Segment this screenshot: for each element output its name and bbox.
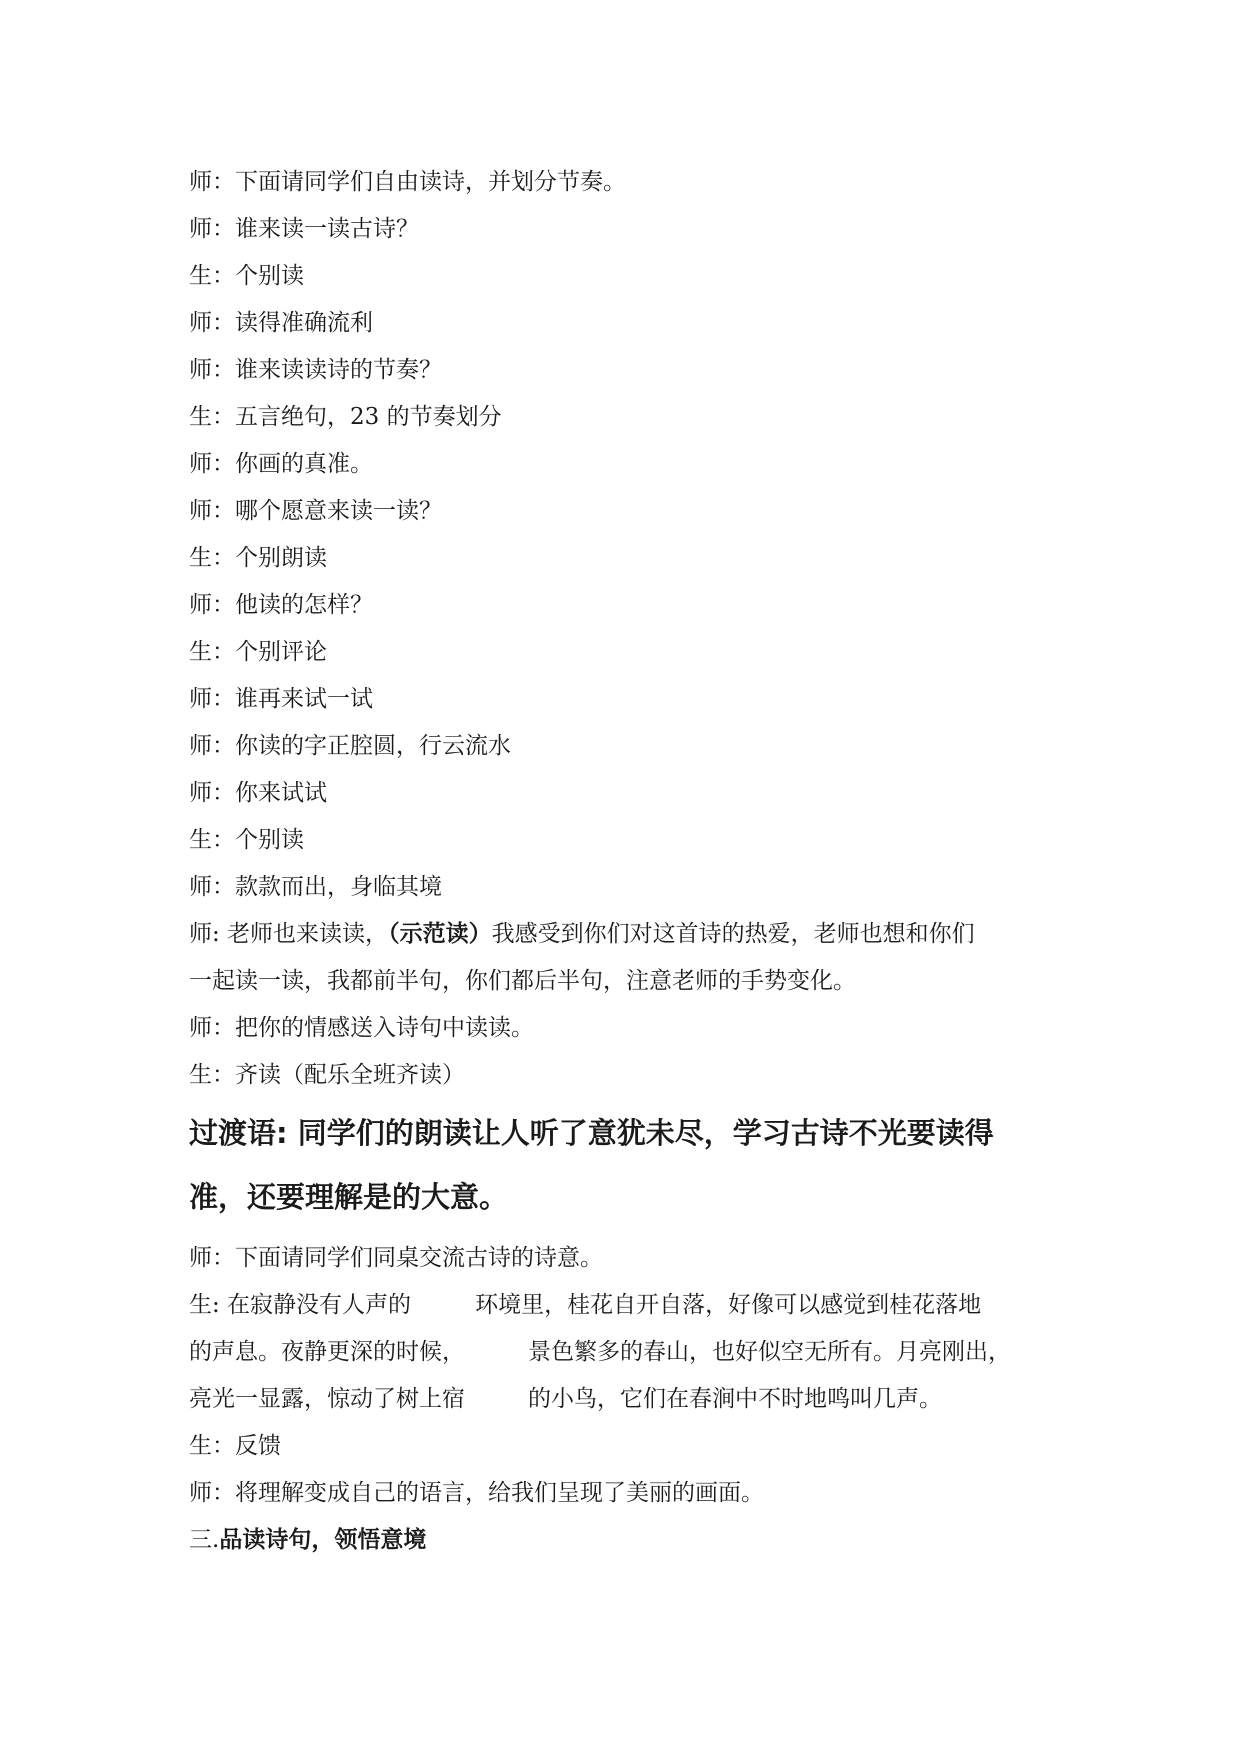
dialogue-line: 生：反馈: [189, 1433, 281, 1459]
dialogue-line: 师：下面请同学们同桌交流古诗的诗意。: [189, 1245, 603, 1271]
meaning-2a: 的声息。夜静更深的时候，: [189, 1339, 465, 1365]
dialogue-line: 生：个别读: [189, 263, 304, 289]
demo-reading-line: [189, 914, 1069, 961]
dialogue-line: 师：把你的情感送入诗句中读读。: [189, 1015, 534, 1041]
dialogue-line: 师：你画的真准。: [189, 451, 373, 477]
dialogue-line: 生：个别读: [189, 827, 304, 853]
dialogue-line: 师：款款而出，身临其境: [189, 874, 442, 900]
meaning-2b: 景色繁多的春山，也好似空无所有。月亮刚出，: [528, 1339, 1011, 1365]
dialogue-line: 师：读得准确流利: [189, 310, 373, 336]
dialogue-line: 师：下面请同学们自由读诗，并划分节奏。: [189, 169, 626, 195]
demo-before: 师: 老师也来读读，: [189, 921, 389, 947]
dialogue-line: 生：个别朗读: [189, 545, 327, 571]
meaning-line-3: [189, 1379, 1069, 1426]
dialogue-line: 师：哪个愿意来读一读？: [189, 498, 442, 524]
meaning-line-1: [189, 1285, 1069, 1332]
demo-continuation: 一起读一读，我都前半句，你们都后半句，注意老师的手势变化。: [189, 968, 856, 994]
dialogue-line: 师：将理解变成自己的语言，给我们呈现了美丽的画面。: [189, 1480, 764, 1506]
dialogue-line: 师：谁再来试一试: [189, 686, 373, 712]
dialogue-line: 师：他读的怎样？: [189, 592, 373, 618]
meaning-1b: 环境里，桂花自开自落，好像可以感觉到桂花落地: [475, 1292, 982, 1318]
dialogue-line: 生：个别评论: [189, 639, 327, 665]
meaning-line-2: [189, 1332, 1069, 1379]
section-title: 品读诗句，领悟意境: [219, 1526, 427, 1553]
meaning-3b: 的小鸟，它们在春涧中不时地鸣叫几声。: [528, 1386, 942, 1412]
demo-after: 我感受到你们对这首诗的热爱，老师也想和你们: [491, 921, 975, 947]
section-heading: [189, 1520, 1069, 1567]
document-page: [189, 162, 1069, 1567]
meaning-1a: 生: 在寂静没有人声的: [189, 1292, 412, 1318]
dialogue-line: 生：五言绝句，23 的节奏划分: [189, 404, 502, 430]
dialogue-line: 师：谁来读一读古诗？: [189, 216, 419, 242]
dialogue-line: 师：你来试试: [189, 780, 327, 806]
transition-line-2: 准，还要理解是的大意。: [189, 1180, 509, 1214]
dialogue-line: 师：谁来读读诗的节奏？: [189, 357, 442, 383]
demo-bold: （示范读）: [388, 920, 492, 947]
section-number: 三.: [189, 1527, 220, 1553]
dialogue-line: 生：齐读（配乐全班齐读）: [189, 1062, 465, 1088]
dialogue-line: 师：你读的字正腔圆，行云流水: [189, 733, 511, 759]
transition-line-1: 过渡语: 同学们的朗读让人听了意犹未尽，学习古诗不光要读得: [189, 1116, 994, 1150]
meaning-3a: 亮光一显露，惊动了树上宿: [189, 1386, 465, 1412]
